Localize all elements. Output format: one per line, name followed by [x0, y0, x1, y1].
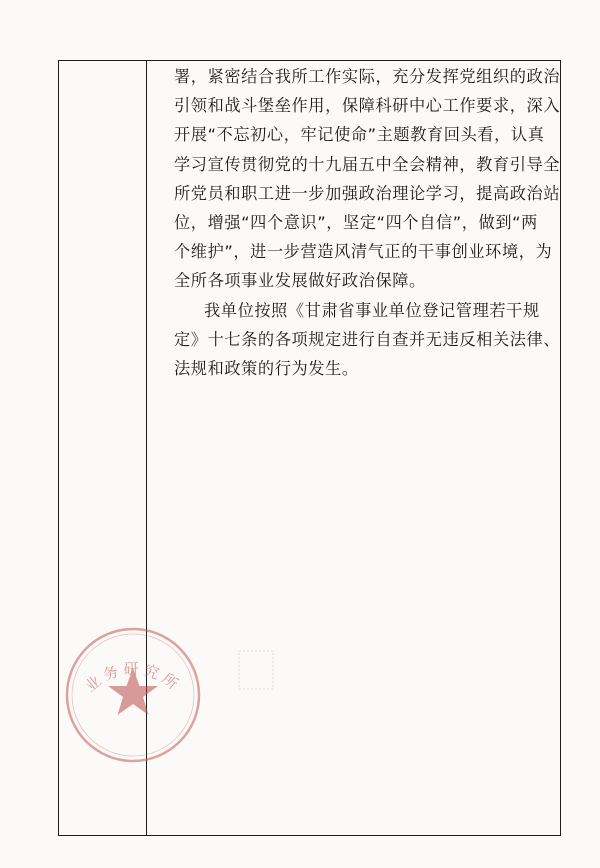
official-seal — [58, 620, 208, 770]
body-text — [174, 62, 561, 383]
paragraph1-line: 引领和战斗堡垒作用，保障科研中心工作要求，深入 — [174, 96, 561, 116]
paragraph1-line: 署，紧密结合我所工作实际，充分发挥党组织的政治 — [174, 67, 561, 86]
paragraph1-line: 所党员和职工进一步加强政治理论学习，提高政治站 — [174, 183, 561, 203]
faint-stamp-mark — [236, 648, 276, 692]
paragraph1-line: 学习宣传贯彻党的十九届五中全会精神，教育引导全 — [174, 154, 561, 174]
paragraph2-line: 法规和政策的行为发生。 — [174, 358, 359, 378]
paragraph1-line: 位，增强“四个意识”，坚定“四个自信”，做到“两 — [174, 212, 538, 232]
paragraph2-line: 定》十七条的各项规定进行自查并无违反相关法律、 — [174, 329, 561, 349]
paragraph1-line: 开展“不忘初心，牢记使命”主题教育回头看，认真 — [174, 125, 545, 145]
paragraph2-line: 我单位按照《甘肃省事业单位登记管理若干规 — [204, 300, 540, 320]
paragraph1-line: 个维护”，进一步营造风清气正的干事创业环境，为 — [174, 242, 553, 262]
paragraph1-line: 全所各项事业发展做好政治保障。 — [174, 271, 426, 291]
seal-text: 业务研究所 — [81, 660, 185, 696]
